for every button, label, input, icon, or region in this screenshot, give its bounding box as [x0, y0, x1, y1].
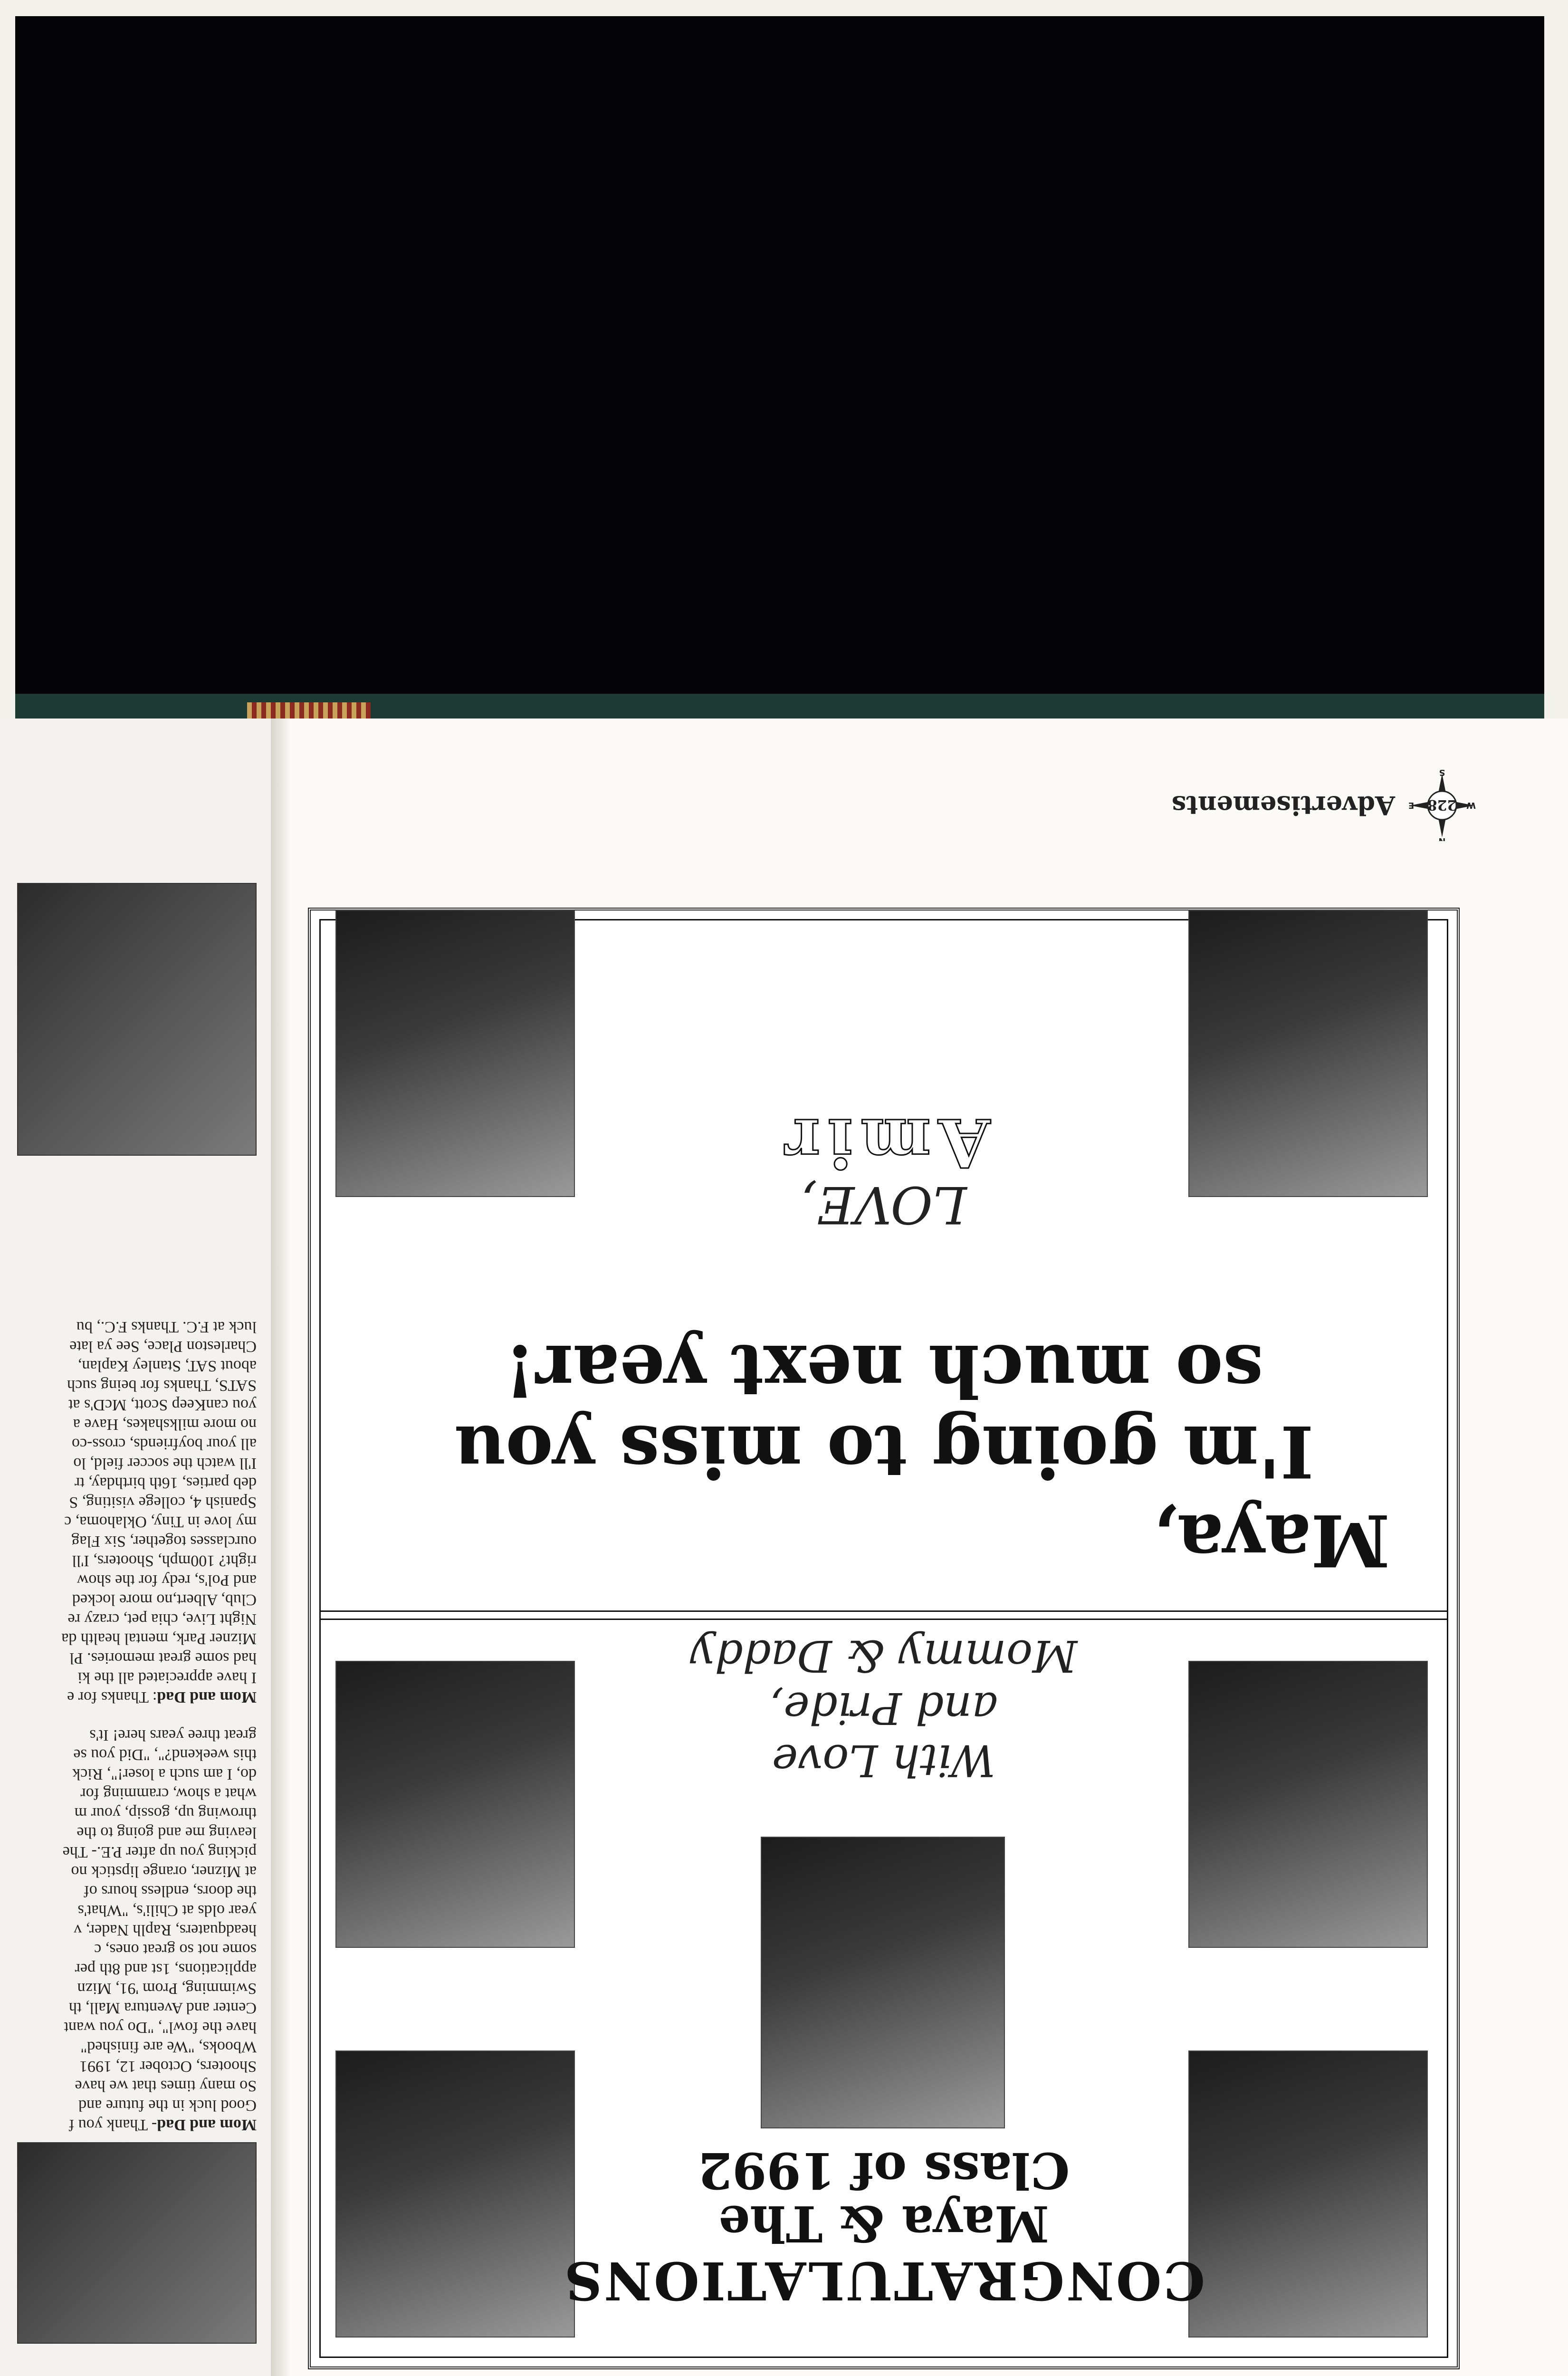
mommy-daddy-text: Mommy & Daddy	[690, 1630, 1078, 1681]
strip-line: Swimming, Prom '91, Mizn	[77, 1980, 257, 1997]
strip-line: my love in Tiny, Oklahoma, c	[64, 1513, 257, 1531]
amir-text: Amir	[777, 1103, 990, 1181]
strip-line: Shooters, October 12, 1991	[79, 2058, 257, 2075]
advertisement	[308, 908, 1460, 2369]
miss-you-message	[321, 1330, 1447, 1492]
compass-s: S	[1439, 770, 1445, 777]
love-signature	[321, 1103, 1447, 1235]
strip-line: all your boyfriends, cross-co	[71, 1435, 257, 1453]
strip-line: do, I am such a loser!", Rick	[72, 1765, 257, 1783]
strip-line: deb parties, 16th birthday, tr	[74, 1474, 257, 1492]
strip-line: had some great memories. Pl	[69, 1649, 257, 1667]
miss-line-1: I'm going to miss you	[454, 1409, 1314, 1493]
strip-line: the doors, endless hours of	[84, 1882, 257, 1900]
strip-line: some not so great ones, c	[94, 1941, 257, 1958]
strip-line: I'll watch the soccer field, lo	[73, 1455, 257, 1472]
strip-line: leaving me and going to the	[76, 1824, 257, 1841]
page-number: 228	[1427, 796, 1457, 813]
strip-line: Mizner Park, mental health da	[61, 1630, 257, 1648]
page-label	[1164, 767, 1478, 843]
strip-line: applications, 1st and 8th per	[75, 1960, 257, 1978]
strip-line: great three years here! It's	[89, 1726, 257, 1744]
strip-line: throwing up, gossip, your m	[74, 1804, 257, 1822]
strip-line: - Thank you f	[68, 2116, 157, 2134]
strip-line: picking you up after P.E.- The	[62, 1843, 257, 1861]
strip-text-block-1	[0, 1725, 257, 2135]
strip-line: Good luck in the future and	[78, 2097, 257, 2114]
strip-line: what a show, cramming for	[80, 1785, 257, 1802]
and-pride-text: and Pride,	[769, 1683, 998, 1734]
strip-para2-head: Mom and Dad	[157, 1688, 257, 1706]
strip-line: Spanish 4, college visiting, S	[69, 1494, 257, 1511]
strip-line: Club, Albert,no more locked	[72, 1591, 257, 1609]
strip-line: you canKeep Scott, McD's at	[68, 1396, 257, 1414]
strip-line: about SAT, Stanley Kaplan,	[77, 1357, 257, 1375]
with-love-text: With Love	[772, 1735, 996, 1786]
strip-line: Wbooks, "We are finished"	[80, 2038, 257, 2056]
section-title: Advertisements	[1171, 790, 1395, 821]
strip-line: right? 100mph, Shooters, I'll	[72, 1552, 257, 1570]
ribbon-marker	[247, 702, 371, 720]
congratulations-text: CONGRATULATIONS	[562, 2250, 1205, 2311]
strip-line: year olds at Chili's, "What's	[77, 1902, 257, 1919]
class-of-text: Class of 1992	[698, 2141, 1070, 2200]
book-cover	[15, 16, 1544, 718]
congratulations-heading	[321, 2141, 1447, 2311]
compass-icon	[1406, 770, 1478, 841]
compass-w: W	[1466, 800, 1476, 810]
strip-text-block-2	[0, 1317, 257, 1707]
strip-line: I have appreciated all the ki	[77, 1669, 257, 1686]
strip-photo-bottom	[17, 883, 257, 1156]
strip-line: So many times that we have	[75, 2077, 257, 2095]
maya-salutation: Maya,	[1152, 1498, 1390, 1582]
strip-line: have the fowl", "Do you want	[64, 2019, 257, 2036]
left-strip-content	[0, 861, 276, 2358]
strip-line: no more milkshakes, Have a	[73, 1416, 257, 1433]
love-text: LOVE,	[801, 1175, 967, 1234]
strip-photo-top	[17, 2142, 257, 2344]
cover-spine-edge	[15, 694, 1544, 719]
strip-line: Center and Aventura Mall, th	[69, 1999, 257, 2017]
strip-line: this weekend?", "Did you se	[73, 1746, 257, 1763]
strip-line: luck at F.C. Thanks F.C., bu	[76, 1318, 257, 1336]
ad-border	[308, 908, 1460, 2369]
strip-line: at Mizner, orange lipstick no	[71, 1863, 257, 1880]
strip-line: Charleston Place, See ya late	[69, 1338, 257, 1355]
with-love-block	[321, 1629, 1447, 1786]
maya-and-the-text: Maya & The	[718, 2194, 1049, 2253]
strip-para1-head: Mom and Dad	[157, 2116, 257, 2134]
ad-divider	[321, 1610, 1447, 1620]
strip-line: Night Live, chia pet, crazy re	[67, 1610, 257, 1628]
strip-line: ourclasses together, Six Flag	[71, 1533, 257, 1550]
miss-line-2: so much next year!	[504, 1329, 1263, 1412]
compass-e: E	[1408, 800, 1415, 810]
compass-n: N	[1438, 836, 1446, 841]
photo-maya-portrait	[761, 1837, 1005, 2128]
strip-line: headquaters, Raplh Nader, v	[74, 1921, 257, 1939]
ad-inner-frame	[319, 919, 1448, 2358]
strip-line: and Pol's, redy for the show	[76, 1571, 257, 1589]
strip-line: SATS, Thanks for being such	[67, 1377, 257, 1394]
strip-line: : Thanks for e	[67, 1688, 157, 1706]
